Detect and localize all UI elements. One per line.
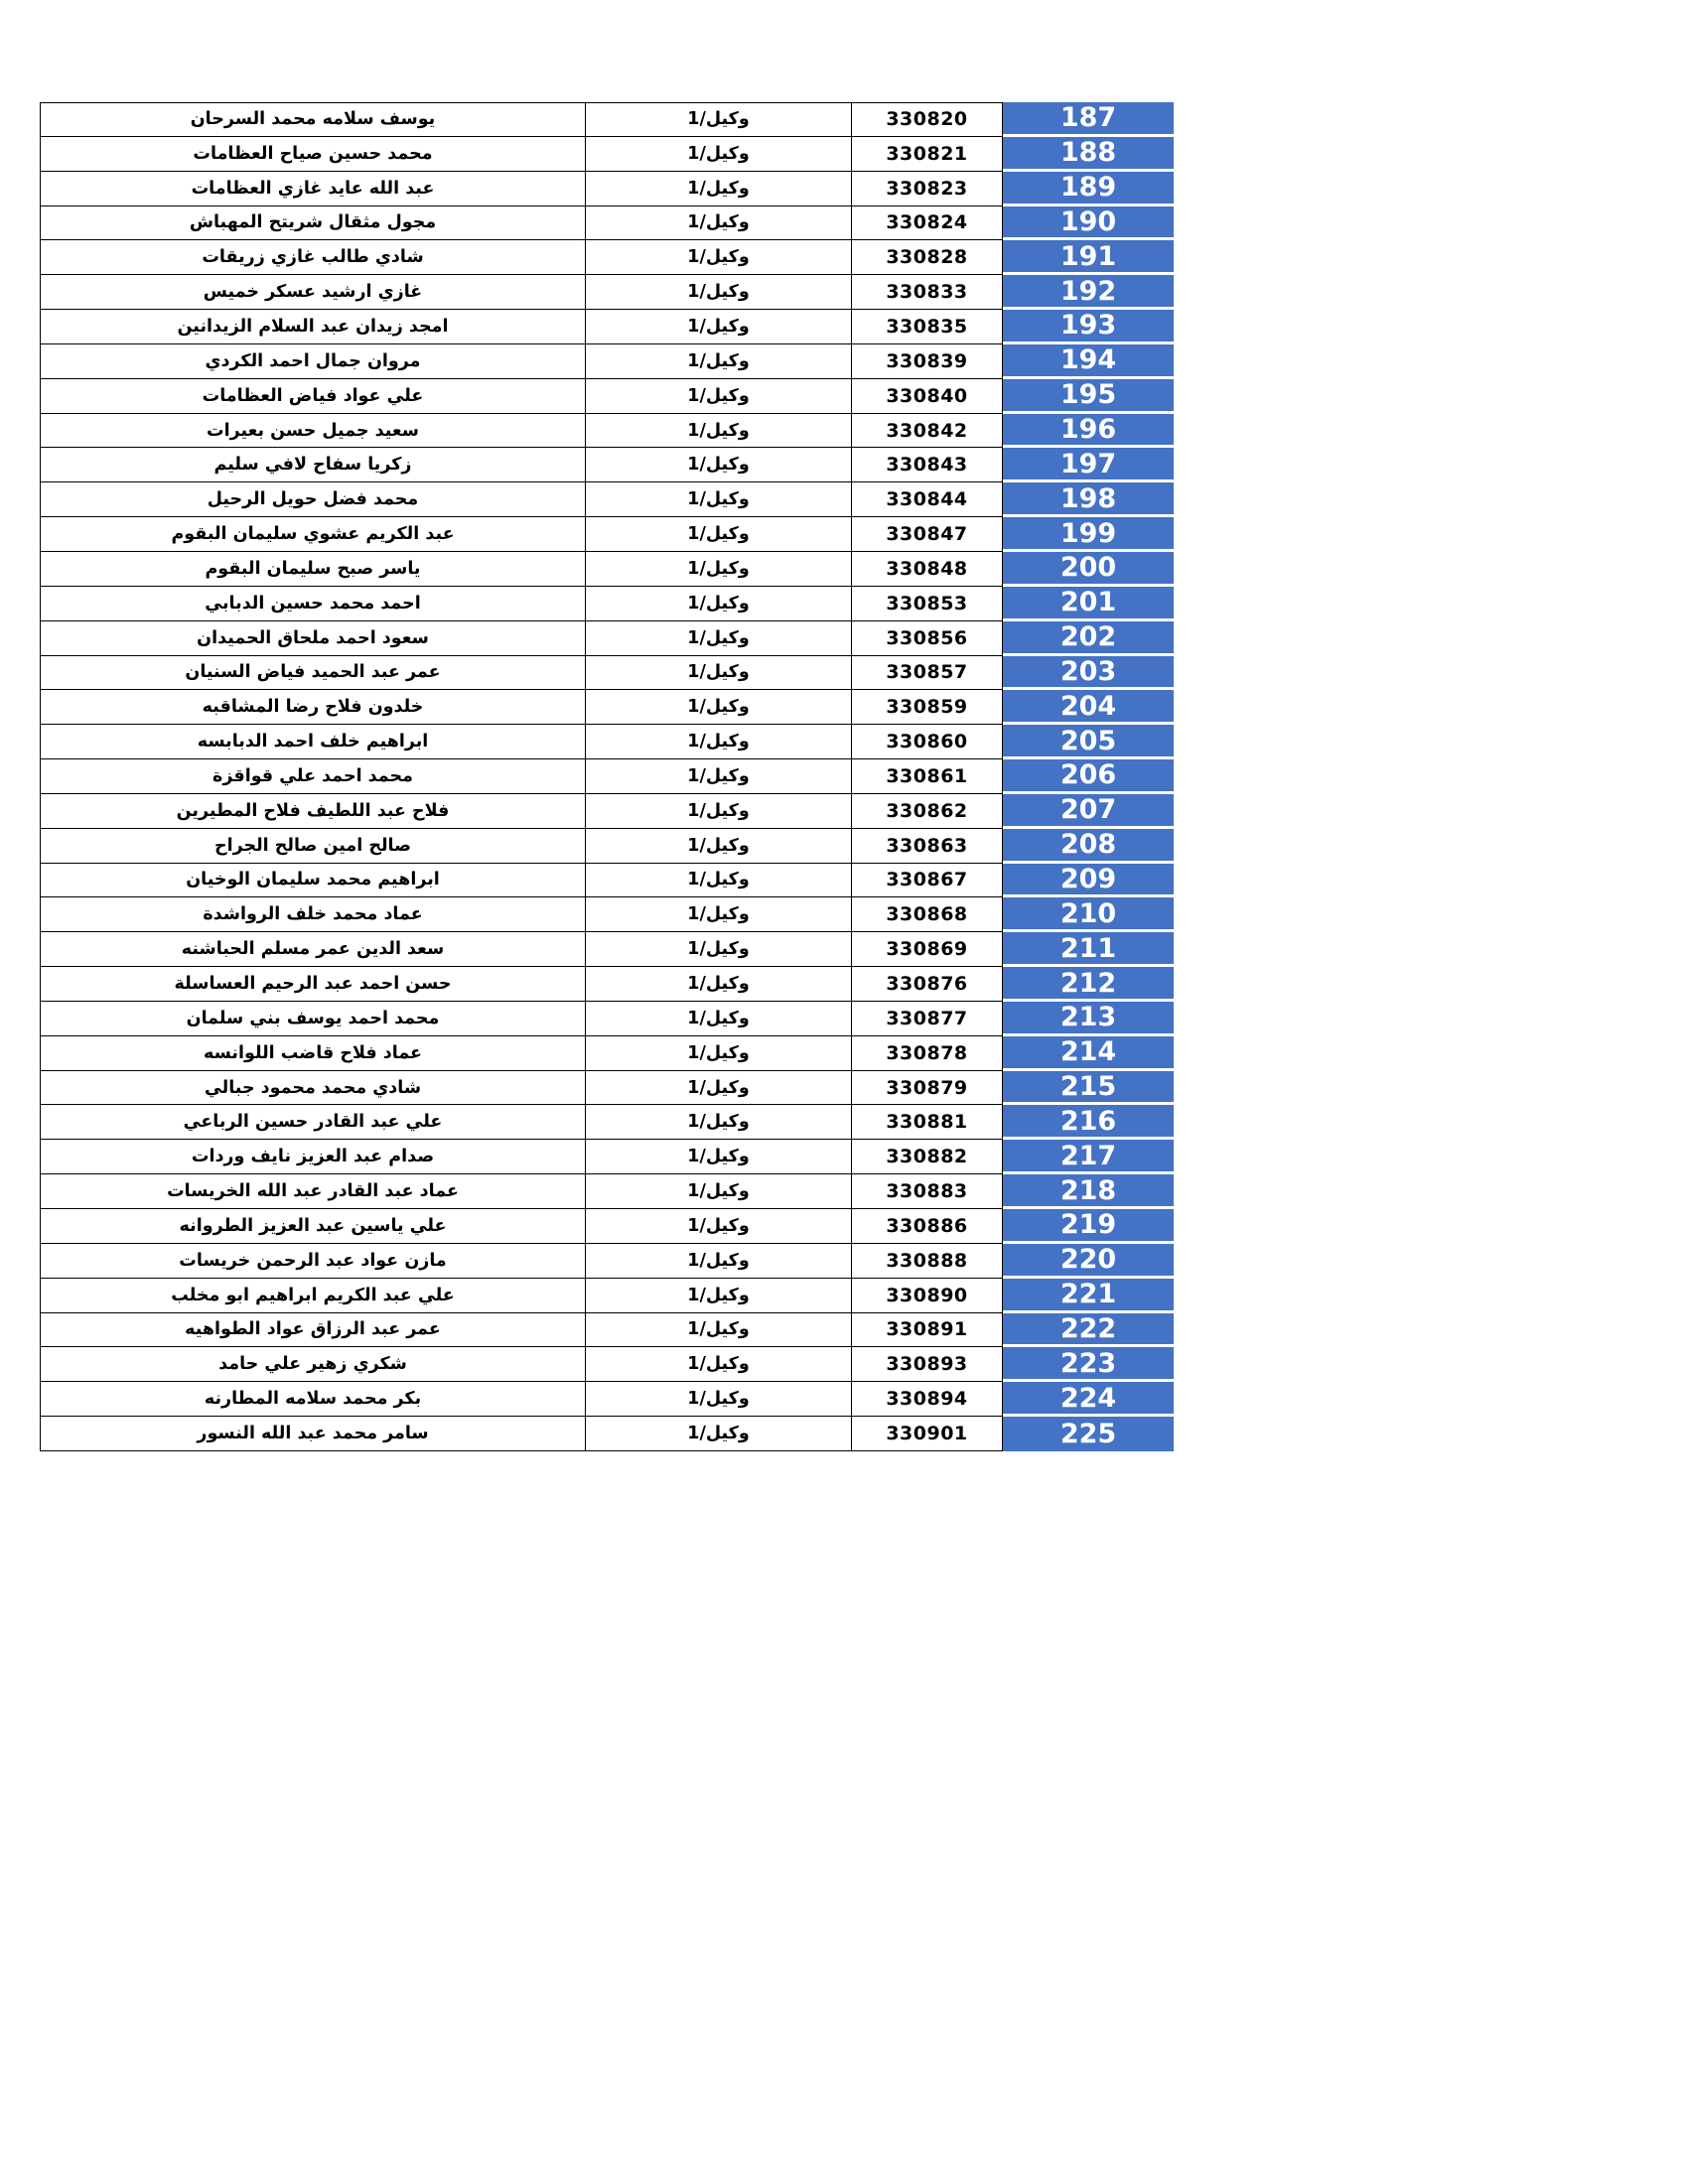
row-number: 191 — [1003, 240, 1174, 275]
member-rank: وكيل/1 — [586, 137, 852, 172]
member-name: ياسر صبح سليمان البقوم — [40, 552, 586, 587]
member-name: عماد عبد القادر عبد الله الخريسات — [40, 1174, 586, 1209]
member-id: 330856 — [852, 621, 1003, 656]
table-row — [40, 552, 1174, 587]
member-id: 330833 — [852, 275, 1003, 310]
member-name: محمد احمد علي قواقزة — [40, 759, 586, 794]
row-number: 224 — [1003, 1382, 1174, 1417]
member-id: 330839 — [852, 344, 1003, 379]
table-row — [40, 621, 1174, 656]
member-id: 330891 — [852, 1313, 1003, 1348]
member-id: 330844 — [852, 482, 1003, 517]
member-id: 330869 — [852, 932, 1003, 967]
member-id: 330835 — [852, 310, 1003, 344]
member-rank: وكيل/1 — [586, 206, 852, 241]
member-rank: وكيل/1 — [586, 1036, 852, 1071]
roster-table — [40, 102, 1174, 1451]
row-number: 197 — [1003, 448, 1174, 482]
member-rank: وكيل/1 — [586, 275, 852, 310]
member-rank: وكيل/1 — [586, 172, 852, 206]
member-id: 330868 — [852, 897, 1003, 932]
row-number: 208 — [1003, 829, 1174, 864]
row-number: 209 — [1003, 864, 1174, 898]
row-number: 205 — [1003, 725, 1174, 759]
member-name: شادي محمد محمود جبالي — [40, 1071, 586, 1106]
row-number: 189 — [1003, 172, 1174, 206]
member-name: سامر محمد عبد الله النسور — [40, 1417, 586, 1451]
table-row — [40, 932, 1174, 967]
member-id: 330821 — [852, 137, 1003, 172]
table-row — [40, 137, 1174, 172]
member-id: 330883 — [852, 1174, 1003, 1209]
member-name: امجد زيدان عبد السلام الزيدانين — [40, 310, 586, 344]
member-rank: وكيل/1 — [586, 1105, 852, 1140]
member-name: علي ياسين عبد العزيز الطروانه — [40, 1209, 586, 1244]
row-number: 200 — [1003, 552, 1174, 587]
row-number: 214 — [1003, 1036, 1174, 1071]
member-id: 330853 — [852, 587, 1003, 621]
member-id: 330828 — [852, 240, 1003, 275]
row-number: 222 — [1003, 1313, 1174, 1348]
member-rank: وكيل/1 — [586, 344, 852, 379]
member-rank: وكيل/1 — [586, 621, 852, 656]
member-name: عماد فلاح قاضب اللوانسه — [40, 1036, 586, 1071]
member-rank: وكيل/1 — [586, 1209, 852, 1244]
table-row — [40, 725, 1174, 759]
member-name: محمد حسين صياح العظامات — [40, 137, 586, 172]
row-number: 223 — [1003, 1347, 1174, 1382]
member-rank: وكيل/1 — [586, 587, 852, 621]
member-rank: وكيل/1 — [586, 759, 852, 794]
row-number: 193 — [1003, 310, 1174, 344]
member-name: علي عبد الكريم ابراهيم ابو مخلب — [40, 1279, 586, 1313]
row-number: 215 — [1003, 1071, 1174, 1106]
member-rank: وكيل/1 — [586, 1002, 852, 1036]
table-row — [40, 1244, 1174, 1279]
member-id: 330861 — [852, 759, 1003, 794]
table-row — [40, 414, 1174, 449]
member-rank: وكيل/1 — [586, 1347, 852, 1382]
member-rank: وكيل/1 — [586, 1417, 852, 1451]
row-number: 218 — [1003, 1174, 1174, 1209]
member-name: فلاح عبد اللطيف فلاح المطيرين — [40, 794, 586, 829]
table-row — [40, 344, 1174, 379]
member-name: ابراهيم محمد سليمان الوخيان — [40, 864, 586, 898]
member-rank: وكيل/1 — [586, 310, 852, 344]
member-id: 330890 — [852, 1279, 1003, 1313]
member-rank: وكيل/1 — [586, 1140, 852, 1174]
row-number: 187 — [1003, 102, 1174, 137]
row-number: 194 — [1003, 344, 1174, 379]
member-id: 330901 — [852, 1417, 1003, 1451]
table-row — [40, 1209, 1174, 1244]
member-name: زكريا سفاح لافي سليم — [40, 448, 586, 482]
row-number: 207 — [1003, 794, 1174, 829]
member-rank: وكيل/1 — [586, 829, 852, 864]
member-rank: وكيل/1 — [586, 897, 852, 932]
table-row — [40, 1140, 1174, 1174]
row-number: 212 — [1003, 967, 1174, 1002]
table-row — [40, 829, 1174, 864]
table-row — [40, 1036, 1174, 1071]
member-rank: وكيل/1 — [586, 725, 852, 759]
member-id: 330879 — [852, 1071, 1003, 1106]
row-number: 190 — [1003, 206, 1174, 241]
table-row — [40, 1174, 1174, 1209]
member-name: حسن احمد عبد الرحيم العساسلة — [40, 967, 586, 1002]
member-name: مجول مثقال شريتح المهباش — [40, 206, 586, 241]
row-number: 188 — [1003, 137, 1174, 172]
row-number: 198 — [1003, 482, 1174, 517]
table-row — [40, 690, 1174, 725]
member-id: 330847 — [852, 517, 1003, 552]
table-row — [40, 1105, 1174, 1140]
member-name: بكر محمد سلامه المطارنه — [40, 1382, 586, 1417]
member-rank: وكيل/1 — [586, 656, 852, 691]
table-row — [40, 587, 1174, 621]
member-name: محمد فضل حويل الرحيل — [40, 482, 586, 517]
row-number: 206 — [1003, 759, 1174, 794]
member-id: 330863 — [852, 829, 1003, 864]
member-name: سعيد جميل حسن بعيرات — [40, 414, 586, 449]
row-number: 195 — [1003, 379, 1174, 414]
table-row — [40, 1071, 1174, 1106]
member-rank: وكيل/1 — [586, 794, 852, 829]
row-number: 210 — [1003, 897, 1174, 932]
table-row — [40, 864, 1174, 898]
table-row — [40, 1347, 1174, 1382]
member-id: 330859 — [852, 690, 1003, 725]
member-rank: وكيل/1 — [586, 1174, 852, 1209]
member-name: علي عبد القادر حسين الرباعي — [40, 1105, 586, 1140]
member-rank: وكيل/1 — [586, 1313, 852, 1348]
row-number: 225 — [1003, 1417, 1174, 1451]
member-name: سعد الدين عمر مسلم الحباشنه — [40, 932, 586, 967]
member-id: 330882 — [852, 1140, 1003, 1174]
member-id: 330867 — [852, 864, 1003, 898]
table-row — [40, 275, 1174, 310]
member-rank: وكيل/1 — [586, 482, 852, 517]
member-name: محمد احمد يوسف بني سلمان — [40, 1002, 586, 1036]
member-id: 330857 — [852, 656, 1003, 691]
member-id: 330862 — [852, 794, 1003, 829]
member-id: 330848 — [852, 552, 1003, 587]
member-rank: وكيل/1 — [586, 240, 852, 275]
member-rank: وكيل/1 — [586, 1071, 852, 1106]
member-rank: وكيل/1 — [586, 967, 852, 1002]
table-row — [40, 448, 1174, 482]
table-row — [40, 517, 1174, 552]
member-name: صالح امين صالح الجراح — [40, 829, 586, 864]
table-row — [40, 1313, 1174, 1348]
table-row — [40, 897, 1174, 932]
row-number: 217 — [1003, 1140, 1174, 1174]
member-name: سعود احمد ملحاق الحميدان — [40, 621, 586, 656]
table-row — [40, 967, 1174, 1002]
member-rank: وكيل/1 — [586, 690, 852, 725]
table-row — [40, 759, 1174, 794]
table-row — [40, 379, 1174, 414]
member-id: 330877 — [852, 1002, 1003, 1036]
table-row — [40, 172, 1174, 206]
table-row — [40, 240, 1174, 275]
member-id: 330878 — [852, 1036, 1003, 1071]
row-number: 192 — [1003, 275, 1174, 310]
member-name: ابراهيم خلف احمد الدبابسه — [40, 725, 586, 759]
member-rank: وكيل/1 — [586, 1279, 852, 1313]
table-row — [40, 1002, 1174, 1036]
member-rank: وكيل/1 — [586, 932, 852, 967]
row-number: 216 — [1003, 1105, 1174, 1140]
member-rank: وكيل/1 — [586, 517, 852, 552]
member-name: صدام عبد العزيز نايف وردات — [40, 1140, 586, 1174]
member-name: خلدون فلاح رضا المشاقبه — [40, 690, 586, 725]
member-name: مازن عواد عبد الرحمن خريسات — [40, 1244, 586, 1279]
member-name: يوسف سلامه محمد السرحان — [40, 102, 586, 137]
member-name: علي عواد فياض العظامات — [40, 379, 586, 414]
member-id: 330840 — [852, 379, 1003, 414]
member-rank: وكيل/1 — [586, 1382, 852, 1417]
member-name: عبد الكريم عشوي سليمان البقوم — [40, 517, 586, 552]
member-name: عبد الله عايد غازي العظامات — [40, 172, 586, 206]
member-name: عمر عبد الرزاق عواد الطواهيه — [40, 1313, 586, 1348]
row-number: 203 — [1003, 656, 1174, 691]
member-name: شادي طالب غازي زريقات — [40, 240, 586, 275]
member-id: 330820 — [852, 102, 1003, 137]
member-id: 330824 — [852, 206, 1003, 241]
member-id: 330842 — [852, 414, 1003, 449]
table-row — [40, 1382, 1174, 1417]
table-row — [40, 482, 1174, 517]
member-id: 330860 — [852, 725, 1003, 759]
member-rank: وكيل/1 — [586, 414, 852, 449]
table-row — [40, 794, 1174, 829]
row-number: 202 — [1003, 621, 1174, 656]
member-rank: وكيل/1 — [586, 448, 852, 482]
table-row — [40, 1417, 1174, 1451]
member-id: 330893 — [852, 1347, 1003, 1382]
table-row — [40, 102, 1174, 137]
row-number: 201 — [1003, 587, 1174, 621]
table-row — [40, 656, 1174, 691]
member-id: 330886 — [852, 1209, 1003, 1244]
member-rank: وكيل/1 — [586, 864, 852, 898]
member-name: عماد محمد خلف الرواشدة — [40, 897, 586, 932]
member-id: 330876 — [852, 967, 1003, 1002]
member-id: 330894 — [852, 1382, 1003, 1417]
member-rank: وكيل/1 — [586, 379, 852, 414]
table-row — [40, 206, 1174, 241]
member-rank: وكيل/1 — [586, 1244, 852, 1279]
row-number: 199 — [1003, 517, 1174, 552]
member-name: مروان جمال احمد الكردي — [40, 344, 586, 379]
row-number: 220 — [1003, 1244, 1174, 1279]
row-number: 221 — [1003, 1279, 1174, 1313]
member-name: عمر عبد الحميد فياض السنيان — [40, 656, 586, 691]
member-name: غازي ارشيد عسكر خميس — [40, 275, 586, 310]
row-number: 204 — [1003, 690, 1174, 725]
member-id: 330888 — [852, 1244, 1003, 1279]
table-row — [40, 1279, 1174, 1313]
member-id: 330823 — [852, 172, 1003, 206]
row-number: 219 — [1003, 1209, 1174, 1244]
row-number: 211 — [1003, 932, 1174, 967]
table-row — [40, 310, 1174, 344]
row-number: 196 — [1003, 414, 1174, 449]
row-number: 213 — [1003, 1002, 1174, 1036]
member-rank: وكيل/1 — [586, 102, 852, 137]
member-rank: وكيل/1 — [586, 552, 852, 587]
member-id: 330881 — [852, 1105, 1003, 1140]
member-name: احمد محمد حسين الدبابي — [40, 587, 586, 621]
member-name: شكري زهير علي حامد — [40, 1347, 586, 1382]
member-id: 330843 — [852, 448, 1003, 482]
